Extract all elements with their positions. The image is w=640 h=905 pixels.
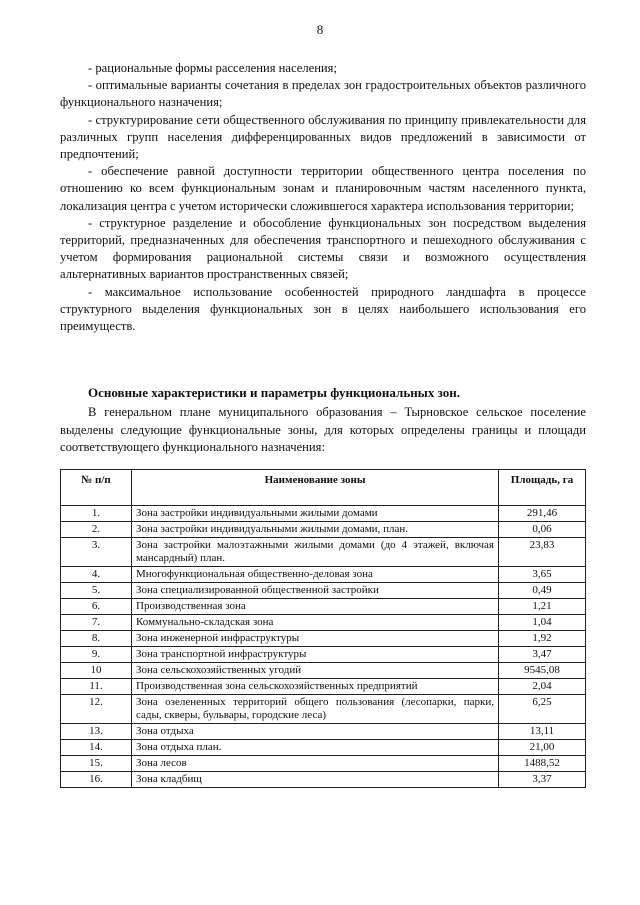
row-area: 21,00 xyxy=(499,740,586,756)
header-name: Наименование зоны xyxy=(132,470,499,506)
row-area: 23,83 xyxy=(499,538,586,567)
row-area: 2,04 xyxy=(499,679,586,695)
row-name: Зона сельскохозяйственных угодий xyxy=(132,663,499,679)
body-text xyxy=(60,60,586,335)
table-row xyxy=(61,615,586,631)
row-name: Коммунально-складская зона xyxy=(132,615,499,631)
table-row xyxy=(61,772,586,788)
row-area: 3,47 xyxy=(499,647,586,663)
row-name: Зона лесов xyxy=(132,756,499,772)
row-name: Производственная зона сельскохозяйственных предприятий xyxy=(132,679,499,695)
paragraph: - рациональные формы расселения населения; xyxy=(88,61,337,75)
row-area: 3,65 xyxy=(499,567,586,583)
row-num: 12. xyxy=(61,695,132,724)
table-row xyxy=(61,663,586,679)
table-row xyxy=(61,506,586,522)
row-area: 1488,52 xyxy=(499,756,586,772)
row-name: Зона инженерной инфраструктуры xyxy=(132,631,499,647)
row-num: 2. xyxy=(61,522,132,538)
row-num: 7. xyxy=(61,615,132,631)
row-area: 13,11 xyxy=(499,724,586,740)
row-num: 11. xyxy=(61,679,132,695)
row-area: 6,25 xyxy=(499,695,586,724)
page-number: 8 xyxy=(316,22,324,37)
table-row xyxy=(61,567,586,583)
section-intro: В генеральном плане муниципального образования – Тырновское сельское поселение выделены следующие функциональные зоны, для которых определены границы и площади соответствующего функционального назначения: xyxy=(60,405,586,454)
row-num: 1. xyxy=(61,506,132,522)
row-num: 15. xyxy=(61,756,132,772)
paragraph: - структурирование сети общественного обслуживания по принципу привлекательности для различных групп населения дифференцированных видов предложений в зависимости от предпочтений; xyxy=(60,112,586,162)
table-row xyxy=(61,631,586,647)
row-name: Зона отдыха xyxy=(132,724,499,740)
table-row xyxy=(61,647,586,663)
row-num: 9. xyxy=(61,647,132,663)
table-row xyxy=(61,538,586,567)
row-num: 6. xyxy=(61,599,132,615)
row-num: 14. xyxy=(61,740,132,756)
row-area: 1,04 xyxy=(499,615,586,631)
table-row xyxy=(61,599,586,615)
row-name: Зона специализированной общественной застройки xyxy=(132,583,499,599)
paragraph: - максимальное использование особенностей природного ландшафта в процессе структурного выделения функциональных зон в целях наибольшего использования его преимуществ. xyxy=(60,284,586,334)
row-name: Зона озелененных территорий общего пользования (лесопарки, парки, сады, скверы, бульвары, городские леса) xyxy=(132,695,499,724)
paragraph: - обеспечение равной доступности территории общественного центра поселения по отношению ко всем функциональным зонам и планировочным частям населенного пункта, локализация центра с учетом исторически сложившегося характера использования территории; xyxy=(60,164,586,213)
table-row xyxy=(61,724,586,740)
header-num: № п/п xyxy=(61,470,132,506)
row-name: Многофункциональная общественно-деловая зона xyxy=(132,567,499,583)
table-row xyxy=(61,679,586,695)
row-area: 291,46 xyxy=(499,506,586,522)
zones-table xyxy=(60,469,586,788)
row-area: 9545,08 xyxy=(499,663,586,679)
row-area: 1,92 xyxy=(499,631,586,647)
table-row xyxy=(61,756,586,772)
row-num: 13. xyxy=(61,724,132,740)
row-area: 3,37 xyxy=(499,772,586,788)
row-area: 0,06 xyxy=(499,522,586,538)
row-num: 4. xyxy=(61,567,132,583)
row-name: Производственная зона xyxy=(132,599,499,615)
row-name: Зона застройки индивидуальными жилыми домами xyxy=(132,506,499,522)
section-heading: Основные характеристики и параметры функциональных зон. xyxy=(88,385,460,400)
table-row xyxy=(61,583,586,599)
table-row xyxy=(61,740,586,756)
paragraph: - оптимальные варианты сочетания в пределах зон градостроительных объектов различного функционального назначения; xyxy=(60,78,586,110)
row-name: Зона транспортной инфраструктуры xyxy=(132,647,499,663)
header-area: Площадь, га xyxy=(499,470,586,506)
row-num: 16. xyxy=(61,772,132,788)
row-num: 8. xyxy=(61,631,132,647)
row-area: 1,21 xyxy=(499,599,586,615)
table-row xyxy=(61,695,586,724)
table-header-row xyxy=(61,470,586,506)
row-name: Зона застройки малоэтажными жилыми домами (до 4 этажей, включая мансардный) план. xyxy=(132,538,499,567)
table-row xyxy=(61,522,586,538)
row-num: 3. xyxy=(61,538,132,567)
row-area: 0,49 xyxy=(499,583,586,599)
row-name: Зона кладбищ xyxy=(132,772,499,788)
row-name: Зона отдыха план. xyxy=(132,740,499,756)
row-name: Зона застройки индивидуальными жилыми домами, план. xyxy=(132,522,499,538)
paragraph: - структурное разделение и обособление функциональных зон посредством выделения территорий, предназначенных для обеспечения транспортного и пешеходного обслуживания с учетом формирования рациональной системы связи и возможного осуществления альтернативных вариантов пространственных связей; xyxy=(60,215,586,282)
row-num: 10 xyxy=(61,663,132,679)
row-num: 5. xyxy=(61,583,132,599)
